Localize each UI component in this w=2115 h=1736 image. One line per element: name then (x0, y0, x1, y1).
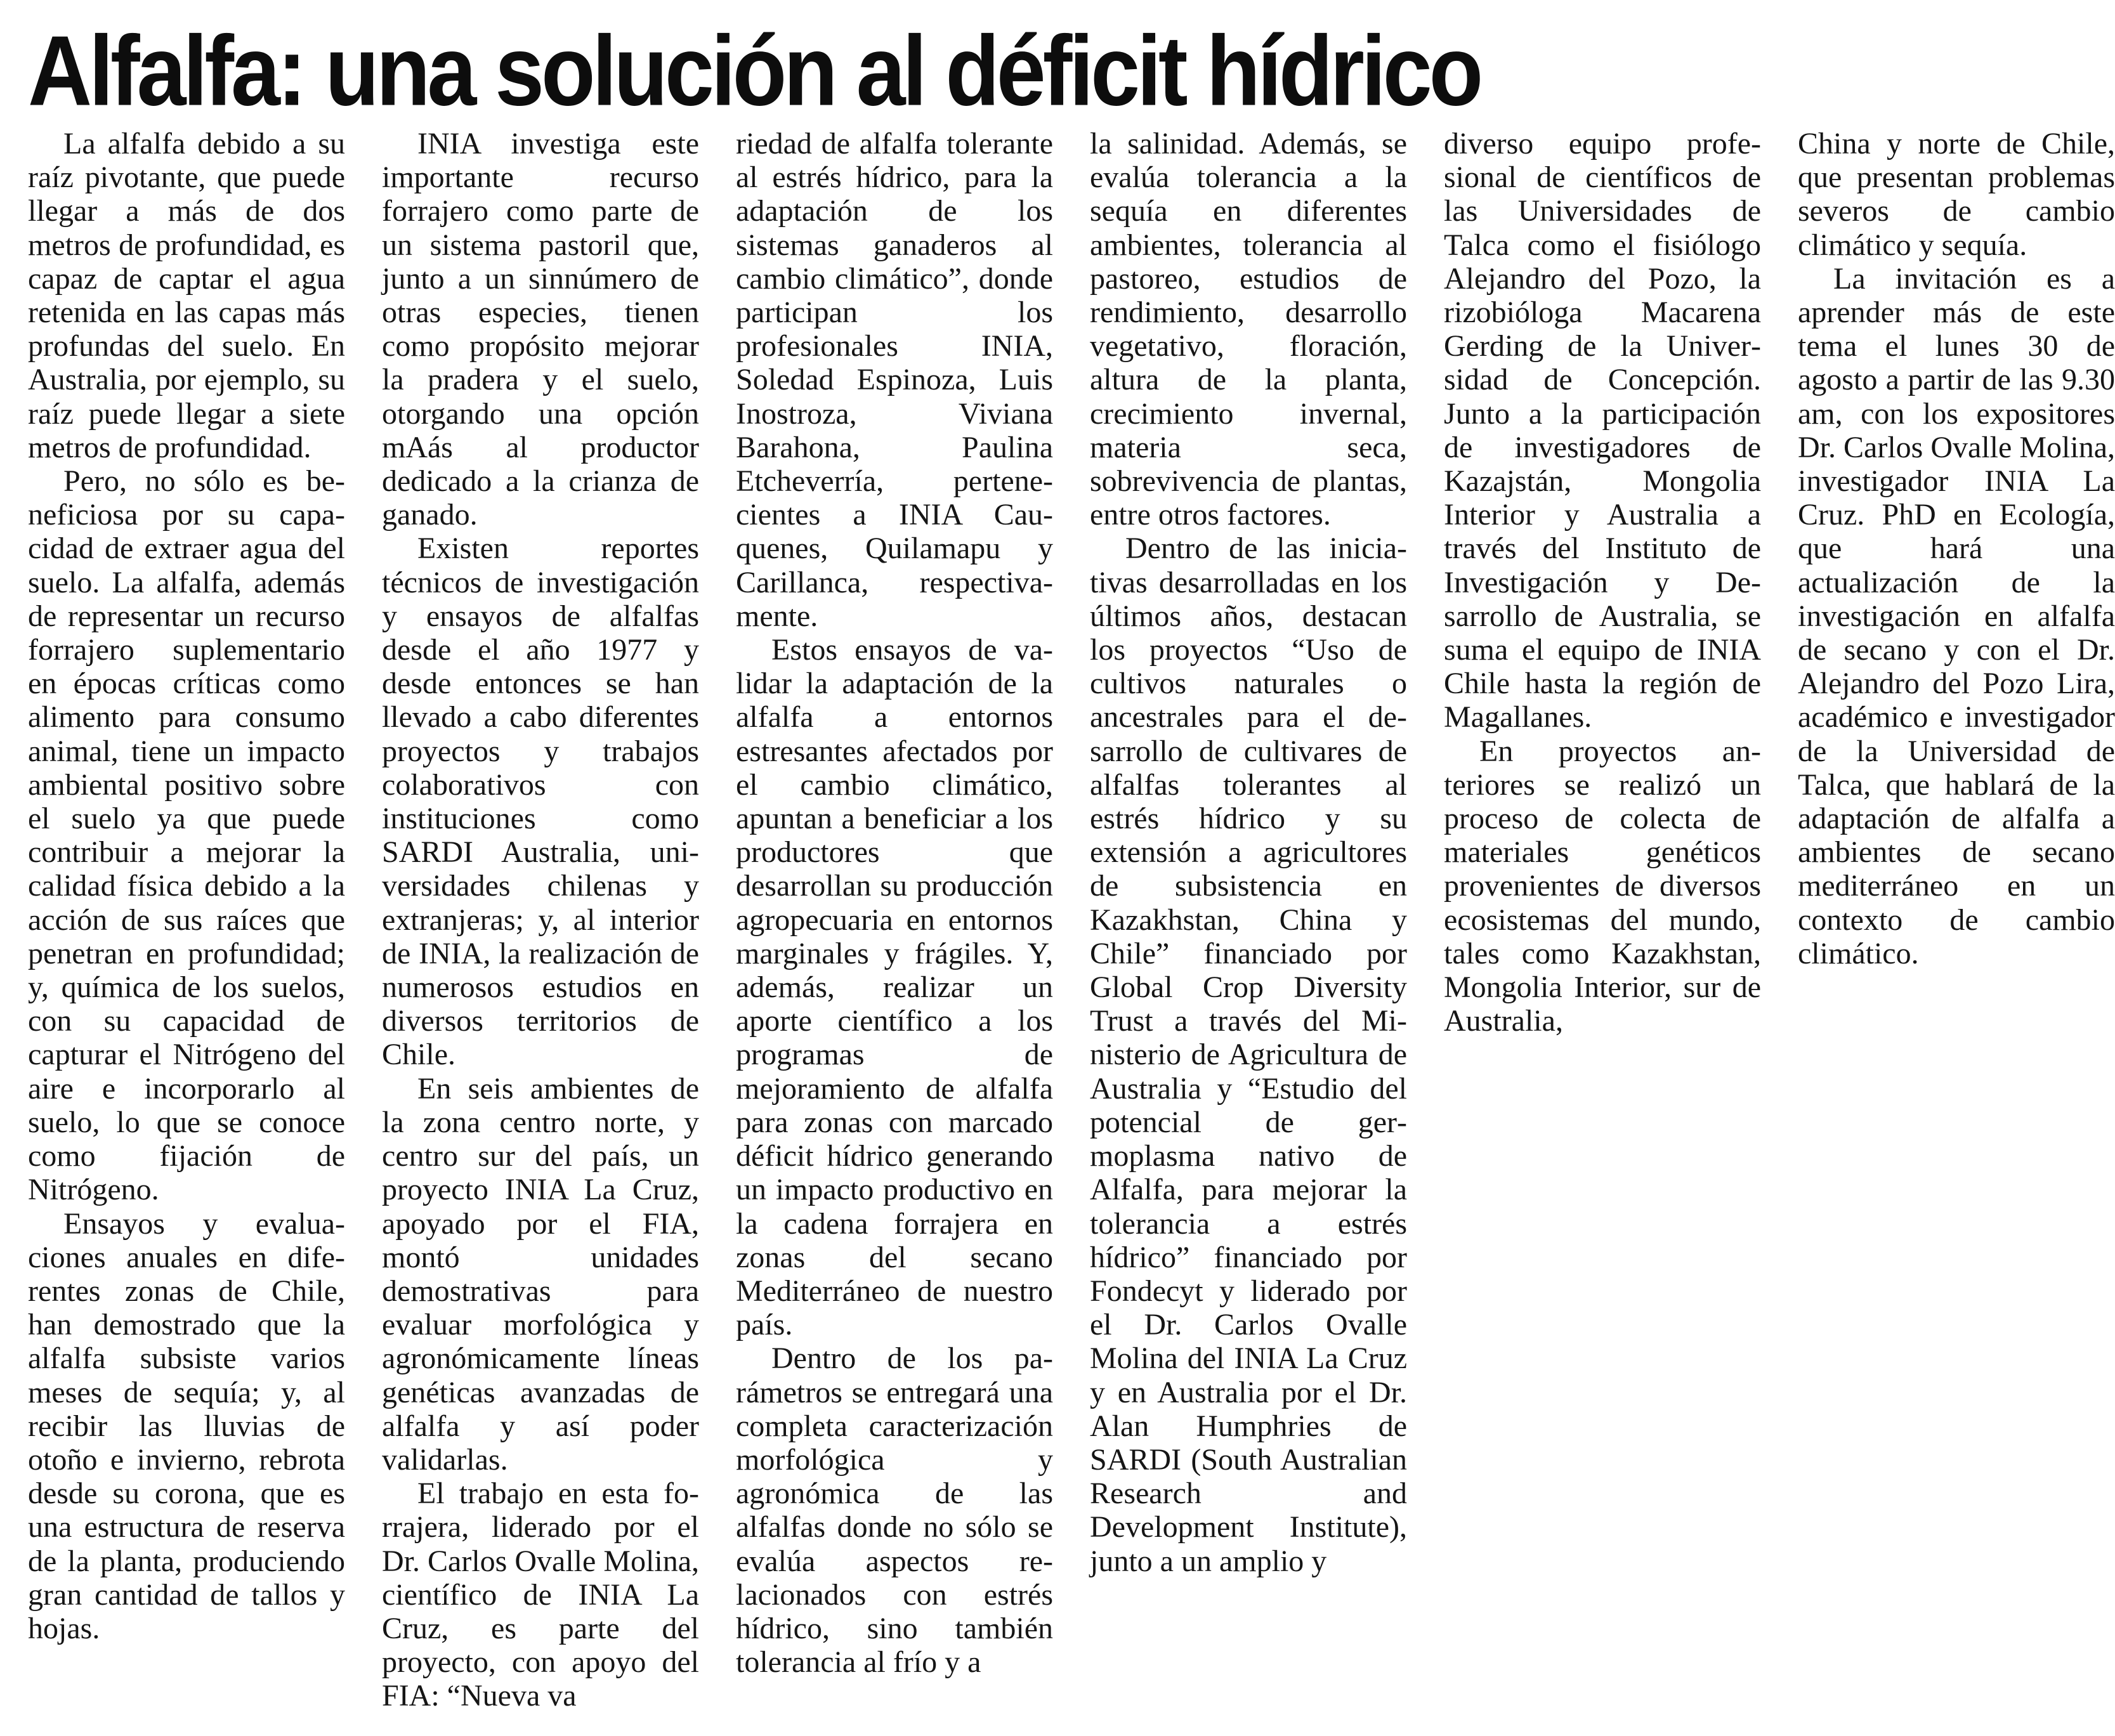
paragraph: INIA investiga este importante recurso forrajero como parte de un sistema pastoril que, junto a un sinnúmero de otras especies, tienen como propósito mejorar la pradera y el suelo, otorgando una opción mAás al productor dedicado a la crianza de ganado. (382, 127, 699, 532)
paragraph: La alfalfa debido a su raíz pivotante, que puede llegar a más de dos metros de profundidad, es capaz de captar el agua retenida en las capas más profundas del suelo. En Australia, por ejemplo, su raíz puede llegar a siete metros de profundidad. (28, 127, 345, 464)
article-body (28, 127, 2115, 1713)
paragraph: Pero, no sólo es beneficiosa por su capacidad de extraer agua del suelo. La alfalfa, además de representar un recurso forrajero suplementario en épocas críticas como alimento para consumo animal, tiene un impacto ambiental positivo sobre el suelo ya que puede contribuir a mejorar la calidad física debido a la acción de sus raíces que penetran en profundidad; y, química de los suelos, con su capacidad de capturar el Nitrógeno del aire e incorporarlo al suelo, lo que se conoce como fijación de Nitrógeno. (28, 464, 345, 1207)
paragraph-continued: riedad de alfalfa tolerante al estrés hídrico, para la adaptación de los sistemas ganaderos al cambio climático”, donde participan los profesionales INIA, Soledad Espinoza, Luis Inostroza, Viviana Barahona, Paulina Etcheverría, pertenecientes a INIA Cauquenes, Quilamapu y Carillanca, respectivamente. (736, 127, 1053, 633)
text-column-6 (1798, 127, 2115, 1674)
paragraph-continued: China y norte de Chile, que presentan problemas severos de cambio climático y sequía. (1798, 127, 2115, 262)
paragraph: La invitación es a aprender más de este tema el lunes 30 de agosto a partir de las 9.30 am, con los expositores Dr. Carlos Ovalle Molina, investigador INIA La Cruz. PhD en Ecología, que hará una actualización de la investigación en alfalfa de secano y con el Dr. Alejandro del Pozo Lira, académico e investigador de la Universidad de Talca, que hablará de la adaptación de alfalfa a ambientes de secano mediterráneo en un contexto de cambio climático. (1798, 261, 2115, 970)
paragraph: Ensayos y evaluaciones anuales en diferentes zonas de Chile, han demostrado que la alfalfa subsiste varios meses de sequía; y, al recibir las lluvias de otoño e invierno, rebrota desde su corona, que es una estructura de reserva de la planta, produciendo gran cantidad de tallos y hojas. (28, 1206, 345, 1645)
paragraph: En seis ambientes de la zona centro norte, y centro sur del país, un proyecto INIA La Cruz, apoyado por el FIA, montó unidades demostrativas para evaluar morfológica y agronómicamente líneas genéticas avanzadas de alfalfa y así poder validarlas. (382, 1071, 699, 1477)
article-headline: Alfalfa: una solución al déficit hídrico (28, 15, 1481, 127)
paragraph: Dentro de los parámetros se entregará una completa caracterización morfológica y agronómica de las alfalfas donde no sólo se evalúa aspectos relacionados con estrés hídrico, sino también tolerancia al frío y a (736, 1341, 1053, 1680)
paragraph: Dentro de las iniciativas desarrolladas en los últimos años, destacan los proyectos “Uso de cultivos naturales o ancestrales para el desarrollo de cultivares de alfalfas tolerantes al estrés hídrico y su extensión a agricultores de subsistencia en Kazakhstan, China y Chile” financiado por Global Crop Diversity Trust a través del Ministerio de Agricultura de Australia y “Estudio del potencial de germoplasma nativo de Alfalfa, para mejorar la tolerancia a estrés hídrico” financiado por Fondecyt y liderado por el Dr. Carlos Ovalle Molina del INIA La Cruz y en Australia por el Dr. Alan Humphries de SARDI (South Australian Research and Development Institute), junto a un amplio y (1090, 532, 1407, 1578)
text-column-3 (736, 127, 1053, 1680)
paragraph-continued: la salinidad. Además, se evalúa tolerancia a la sequía en diferentes ambientes, tolerancia al pastoreo, estudios de rendimiento, desarrollo vegetativo, floración, altura de la planta, crecimiento invernal, materia seca, sobrevivencia de plantas, entre otros factores. (1090, 127, 1407, 532)
text-column-2 (382, 127, 699, 1713)
paragraph-continued: diverso equipo profesional de científicos de las Universidades de Talca como el fisiólogo Alejandro del Pozo, la rizobióloga Macarena Gerding de la Universidad de Concepción. Junto a la participación de investigadores de Kazajstán, Mongolia Interior y Australia a través del Instituto de Investigación y Desarrollo de Australia, se suma el equipo de INIA Chile hasta la región de Magallanes. (1444, 127, 1761, 734)
text-column-4 (1090, 127, 1407, 1674)
text-column-5 (1444, 127, 1761, 1674)
text-column-1 (28, 127, 345, 1674)
paragraph: El trabajo en esta forrajera, liderado por el Dr. Carlos Ovalle Molina, científico de INIA La Cruz, es parte del proyecto, con apoyo del FIA: “Nueva va (382, 1477, 699, 1713)
paragraph: Estos ensayos de validar la adaptación de la alfalfa a entornos estresantes afectados por el cambio climático, apuntan a beneficiar a los productores que desarrollan su producción agropecuaria en entornos marginales y frágiles. Y, además, realizar un aporte científico a los programas de mejoramiento de alfalfa para zonas con marcado déficit hídrico generando un impacto productivo en la cadena forrajera en zonas del secano Mediterráneo de nuestro país. (736, 633, 1053, 1342)
paragraph: En proyectos anteriores se realizó un proceso de colecta de materiales genéticos provenientes de diversos ecosistemas del mundo, tales como Kazakhstan, Mongolia Interior, sur de Australia, (1444, 734, 1761, 1038)
paragraph: Existen reportes técnicos de investigación y ensayos de alfalfas desde el año 1977 y desde entonces se han llevado a cabo diferentes proyectos y trabajos colaborativos con instituciones como SARDI Australia, universidades chilenas y extranjeras; y, al interior de INIA, la realización de numerosos estudios en diversos territorios de Chile. (382, 532, 699, 1072)
